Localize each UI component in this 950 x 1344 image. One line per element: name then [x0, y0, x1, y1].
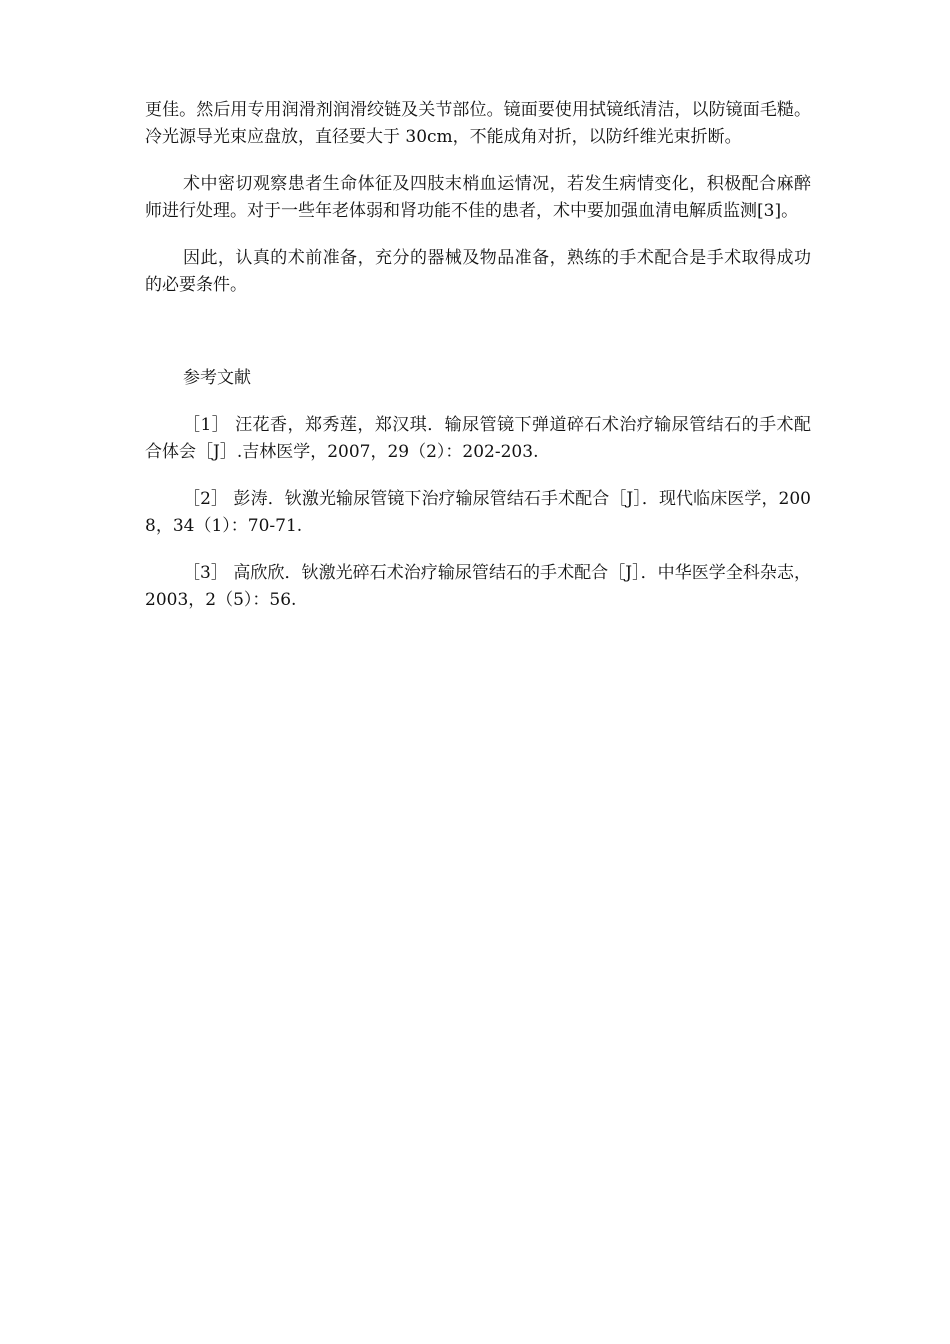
body-paragraph-conclusion: 因此，认真的术前准备，充分的器械及物品准备，熟练的手术配合是手术取得成功的必要条件。: [145, 248, 811, 295]
body-paragraph-continuation: 更佳。然后用专用润滑剂润滑绞链及关节部位。镜面要使用拭镜纸清洁，以防镜面毛糙。冷光源导光束应盘放，直径要大于 30cm，不能成角对折，以防纤维光束折断。: [145, 100, 811, 147]
reference-item-2: ［2］ 彭涛．钬激光输尿管镜下治疗输尿管结石手术配合［J］．现代临床医学，2008，34（1）：70-71.: [145, 489, 811, 536]
document-body: [145, 97, 811, 614]
reference-item-1: ［1］ 汪花香，郑秀莲，郑汉琪．输尿管镜下弹道碎石术治疗输尿管结石的手术配合体会［J］.吉林医学，2007，29（2）：202-203.: [145, 415, 811, 462]
paragraph-spacer: [145, 392, 811, 412]
paragraph-spacer: [145, 225, 811, 245]
paragraph-spacer: [145, 151, 811, 171]
body-paragraph-monitoring: 术中密切观察患者生命体征及四肢末梢血运情况，若发生病情变化，积极配合麻醉师进行处理。对于一些年老体弱和肾功能不佳的患者，术中要加强血清电解质监测[3]。: [145, 174, 811, 221]
paragraph-spacer: [145, 466, 811, 486]
references-heading: 参考文献: [183, 368, 251, 388]
section-spacer: [145, 299, 811, 365]
reference-item-3: ［3］ 高欣欣．钬激光碎石术治疗输尿管结石的手术配合［J］．中华医学全科杂志，2003，2（5）：56.: [145, 563, 811, 610]
paragraph-spacer: [145, 540, 811, 560]
